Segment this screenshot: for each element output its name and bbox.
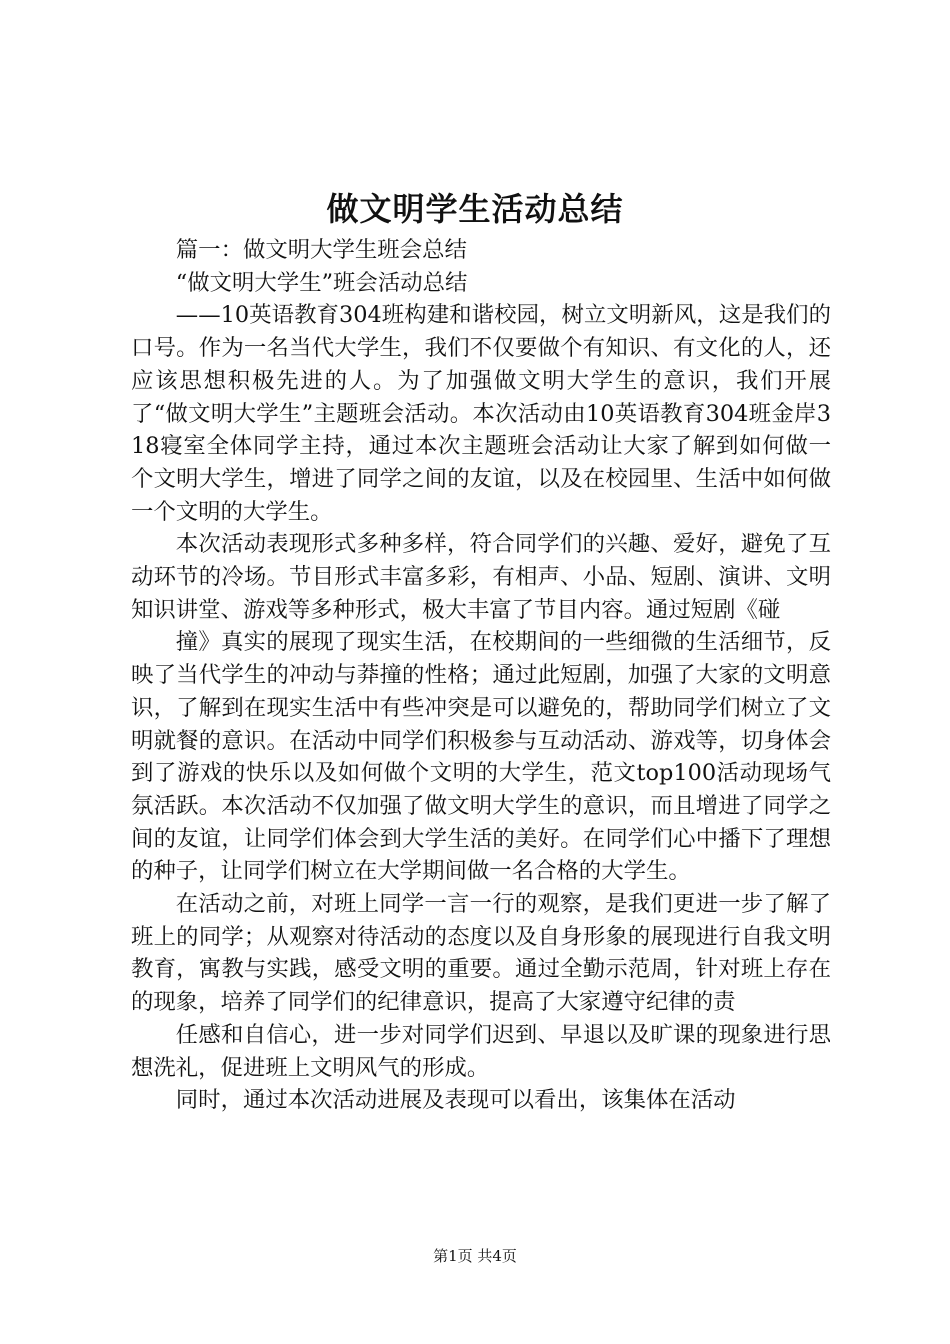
page-number: 第1页 共4页 <box>433 1247 517 1265</box>
subtitle: “做文明大学生”班会活动总结 <box>175 269 468 296</box>
paragraph: ——10英语教育304班构建和谐校园，树立文明新风，这是我们的口号。作为一名当代大学生，我们不仅要做个有知识、有文化的人，还应该思想积极先进的人。为了加强做文明大学生的意识，我们开展了“做文明大学生”主题班会活动。本次活动由10英语教育304班金岸318寝室全体同学主持，通过本次主题班会活动让大家了解到如何做一个文明大学生，增进了同学之间的友谊，以及在校园里、生活中如何做一个文明的大学生。 <box>131 302 831 525</box>
paragraph: 本次活动表现形式多种多样，符合同学们的兴趣、爱好，避免了互动环节的冷场。节目形式丰富多彩，有相声、小品、短剧、演讲、文明知识讲堂、游戏等多种形式，极大丰富了节目内容。通过短剧《碰 <box>131 531 831 623</box>
document-body <box>131 234 831 1117</box>
section-heading: 篇一：做文明大学生班会总结 <box>175 237 467 263</box>
paragraph: 同时，通过本次活动进展及表现可以看出，该集体在活动 <box>175 1087 736 1114</box>
paragraph: 任感和自信心，进一步对同学们迟到、早退以及旷课的现象进行思想洗礼，促进班上文明风气的形成。 <box>131 1021 831 1081</box>
document-title: 做文明学生活动总结 <box>326 190 624 228</box>
paragraph: 在活动之前，对班上同学一言一行的观察，是我们更进一步了解了班上的同学；从观察对待活动的态度以及自身形象的展现进行自我文明教育，寓教与实践，感受文明的重要。通过全勤示范周，针对班上存在的现象，培养了同学们的纪律意识，提高了大家遵守纪律的责 <box>131 891 831 1016</box>
paragraph: 撞》真实的展现了现实生活，在校期间的一些细微的生活细节，反映了当代学生的冲动与莽撞的性格；通过此短剧，加强了大家的文明意识，了解到在现实生活中有些冲突是可以避免的，帮助同学们树立了文明就餐的意识。在活动中同学们积极参与互动活动、游戏等，切身体会到了游戏的快乐以及如何做个文明的大学生，范文top100活动现场气氛活跃。本次活动不仅加强了做文明大学生的意识，而且增进了同学之间的友谊，让同学们体会到大学生活的美好。在同学们心中播下了理想的种子，让同学们树立在大学期间做一名合格的大学生。 <box>131 629 831 885</box>
